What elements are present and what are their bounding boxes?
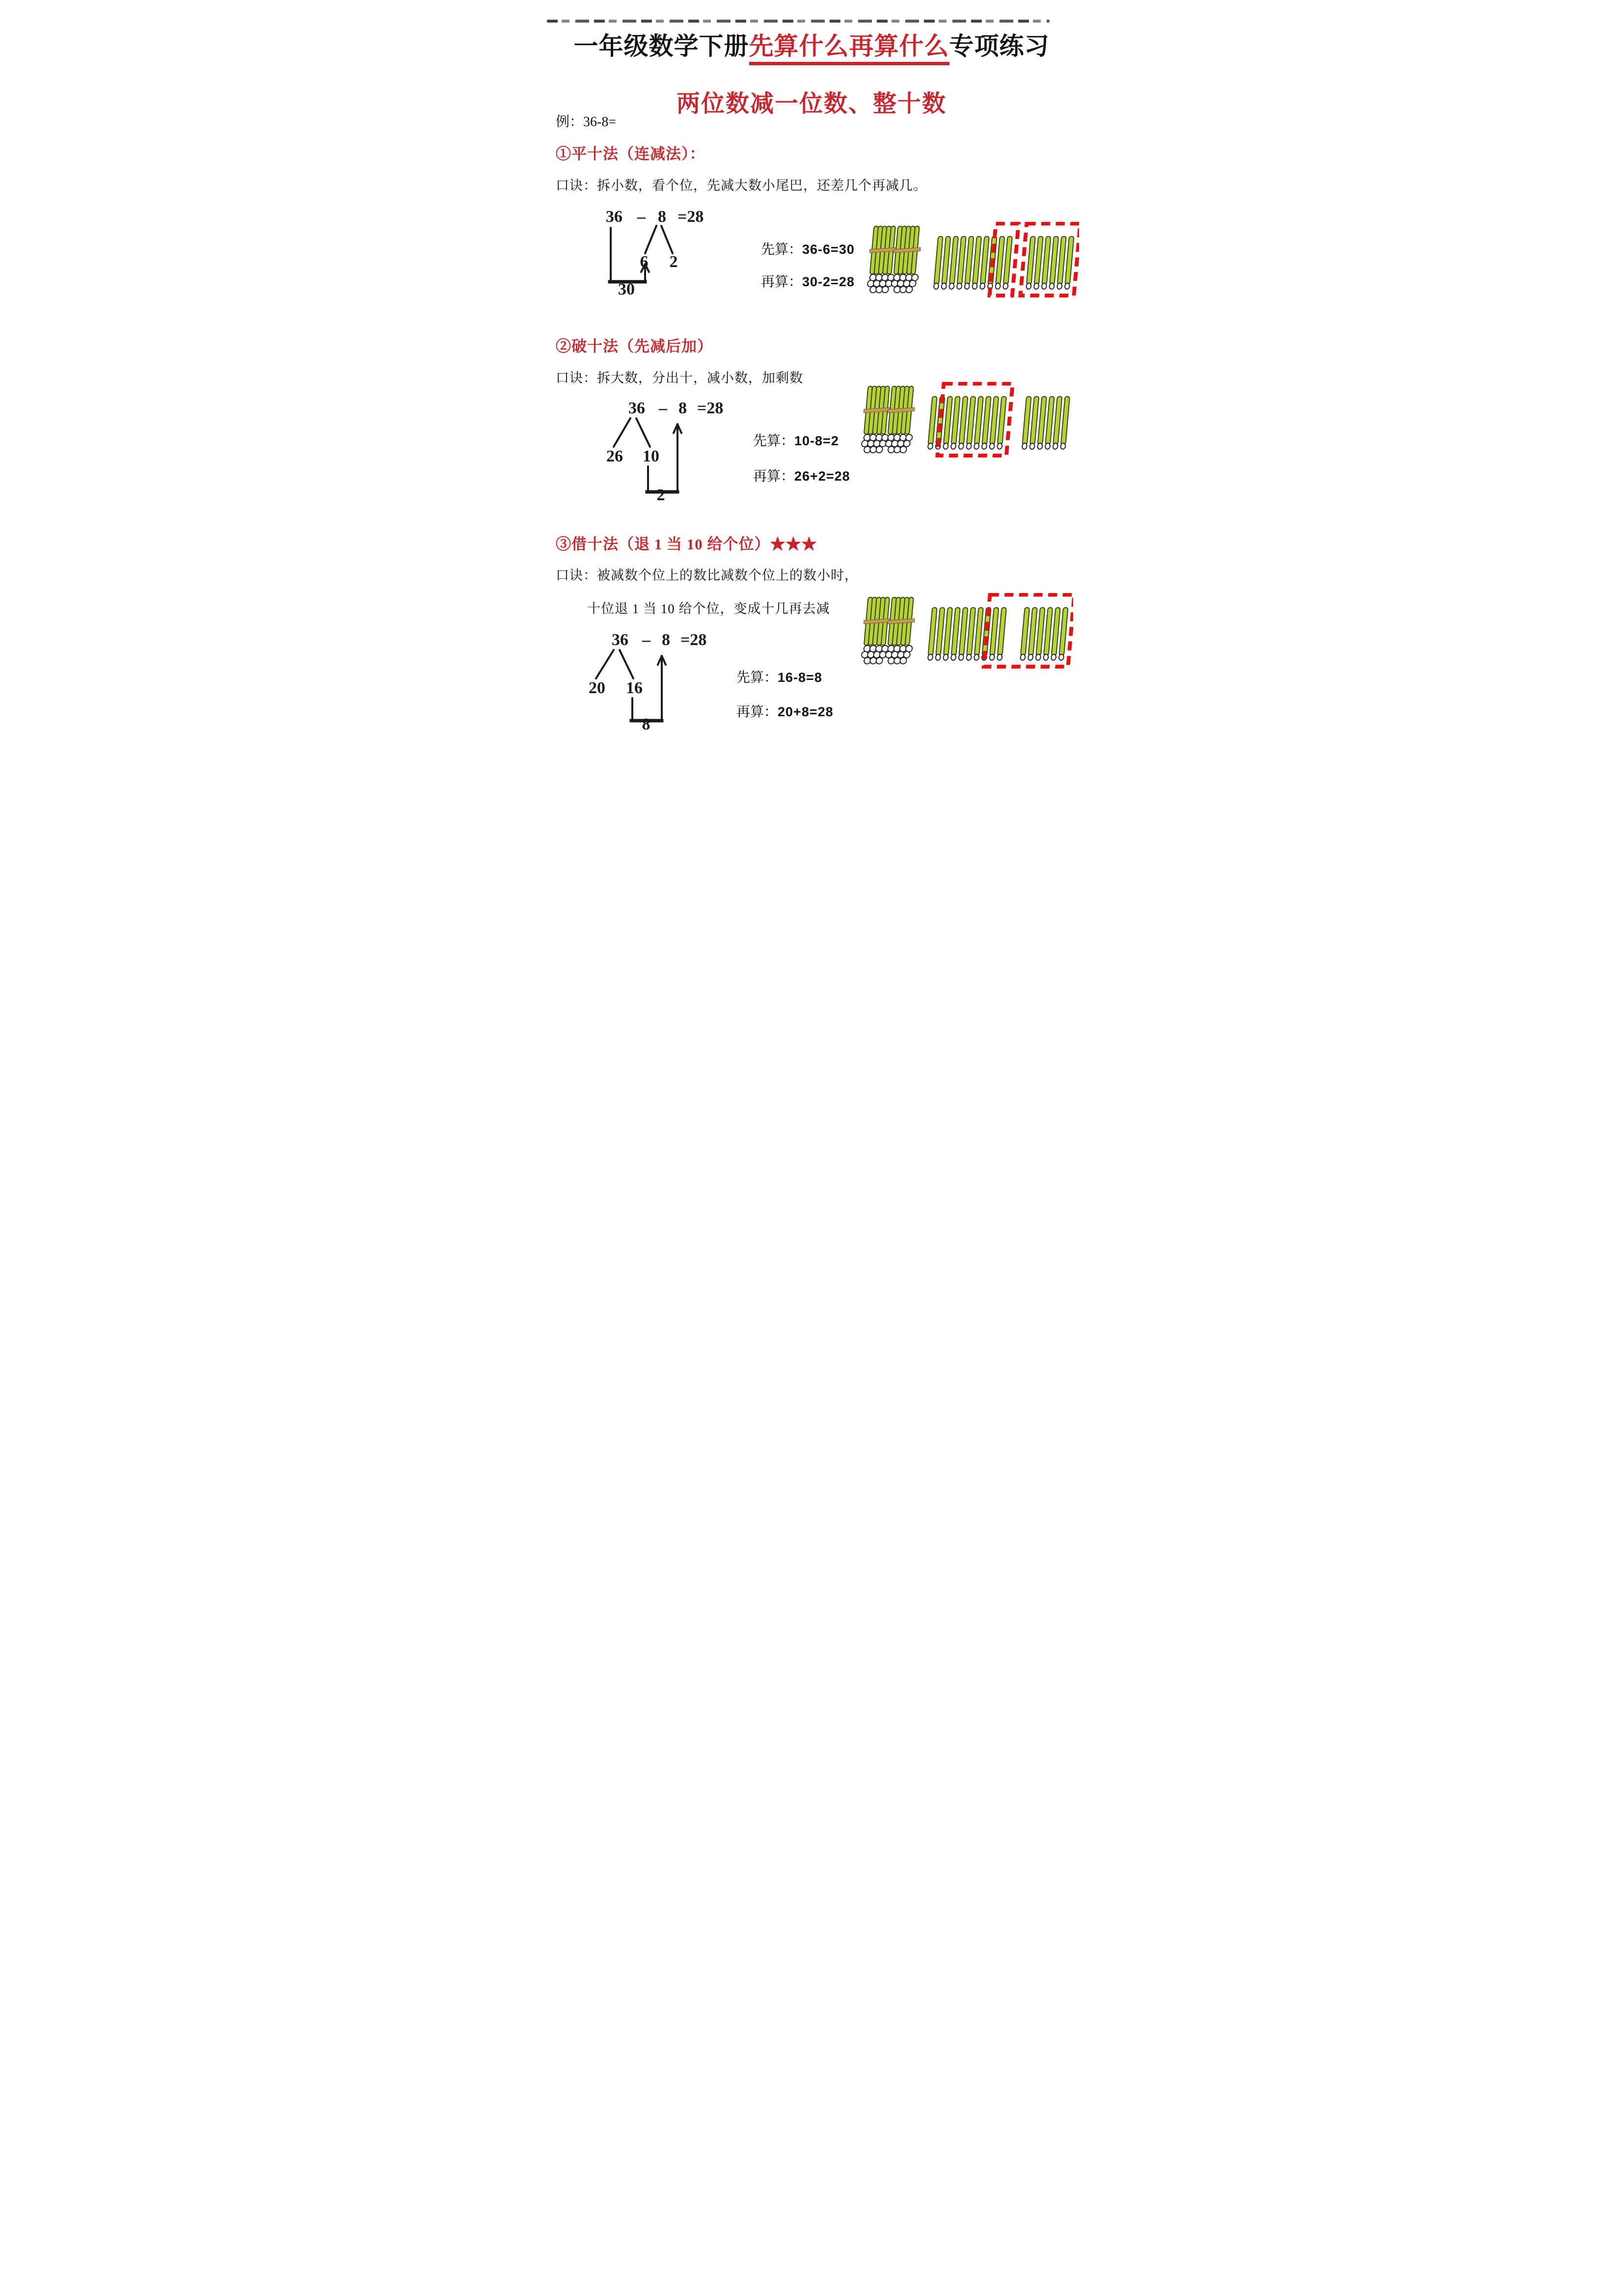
minus-sign: – [637,208,646,226]
subtrahend: 8 [658,208,666,226]
minuend: 36 [612,631,628,649]
method3-step1 [736,667,822,686]
subtrahend: 8 [662,631,670,649]
method2-heading: ②破十法（先减后加） [556,338,713,355]
split-right-value: 2 [669,253,678,271]
torn-edge-decoration [547,20,1050,23]
method1-heading: ①平十法（连减法）： [556,145,705,162]
method2-step1 [753,430,839,450]
step1-label: 先算： [736,670,778,685]
step1-expression: 36-6=30 [802,242,855,257]
title-part-right: 专项练习 [949,32,1050,60]
partial-result: 2 [656,486,665,501]
subtrahend: 8 [678,399,687,417]
split-left-value: 6 [640,253,649,271]
step2-label: 再算： [761,274,803,290]
split-line-right [620,650,633,678]
step2-label: 再算： [736,704,778,720]
method2-sticks-illustration [859,382,1073,459]
method1-step1 [761,239,855,258]
split-right-value: 10 [643,447,659,465]
split-right-value: 16 [626,679,643,697]
sticks-root [860,384,1071,456]
step1-expression: 10-8=2 [794,433,839,448]
split-line-left [614,418,630,447]
method3-mnemonic-line1: 口诀：被减数个位上的数比减数个位上的数小时， [556,568,858,583]
step2-expression: 20+8=28 [778,704,834,719]
worksheet-page [541,0,1082,765]
method2-mnemonic: 口诀：拆大数，分出十，减小数，加剩数 [556,371,803,385]
split-left-value: 26 [606,447,623,465]
minus-sign: – [659,399,667,417]
equals-result: =28 [697,399,724,417]
step2-expression: 30-2=28 [802,274,855,289]
step1-expression: 16-8=8 [778,670,822,685]
method3-step2 [736,701,834,721]
method3-sticks-illustration [859,593,1073,670]
title-part-red-underlined: 先算什么再算什么 [749,32,949,65]
method2-step2 [753,465,850,485]
method3-mnemonic-line2: 十位退 1 当 10 给个位，变成十几再去减 [587,601,830,616]
split-line-right [636,418,650,447]
method3-decomposition-diagram [583,627,716,730]
method3-heading: ③借十法（退 1 当 10 给个位）★★★ [556,536,817,553]
example-label: 例：36-8= [556,114,617,130]
step1-label: 先算： [753,433,795,449]
title-part-left: 一年级数学下册 [573,32,749,60]
page-title [541,31,1082,61]
partial-result: 8 [642,715,650,730]
sticks-root [860,595,1073,667]
equals-result: =28 [680,631,707,649]
sticks-root [866,224,1079,296]
equals-result: =28 [677,208,704,226]
page-subtitle: 两位数减一位数、整十数 [676,91,947,117]
step2-label: 再算： [753,469,795,484]
split-line-left [596,650,614,678]
method1-decomposition-diagram [599,203,722,297]
step1-label: 先算： [761,242,803,257]
step2-expression: 26+2=28 [794,469,850,484]
split-left-value: 20 [589,679,605,697]
method2-decomposition-diagram [606,396,733,501]
method1-sticks-illustration [865,222,1079,299]
minuend: 36 [628,399,645,417]
method1-step2 [761,271,855,291]
split-line-left [645,226,656,253]
split-line-right [661,226,673,253]
minuend: 36 [606,208,622,226]
method1-mnemonic: 口诀：拆小数，看个位，先减大数小尾巴，还差几个再减几。 [556,178,927,193]
minus-sign: – [642,631,650,649]
partial-result: 30 [618,280,635,297]
